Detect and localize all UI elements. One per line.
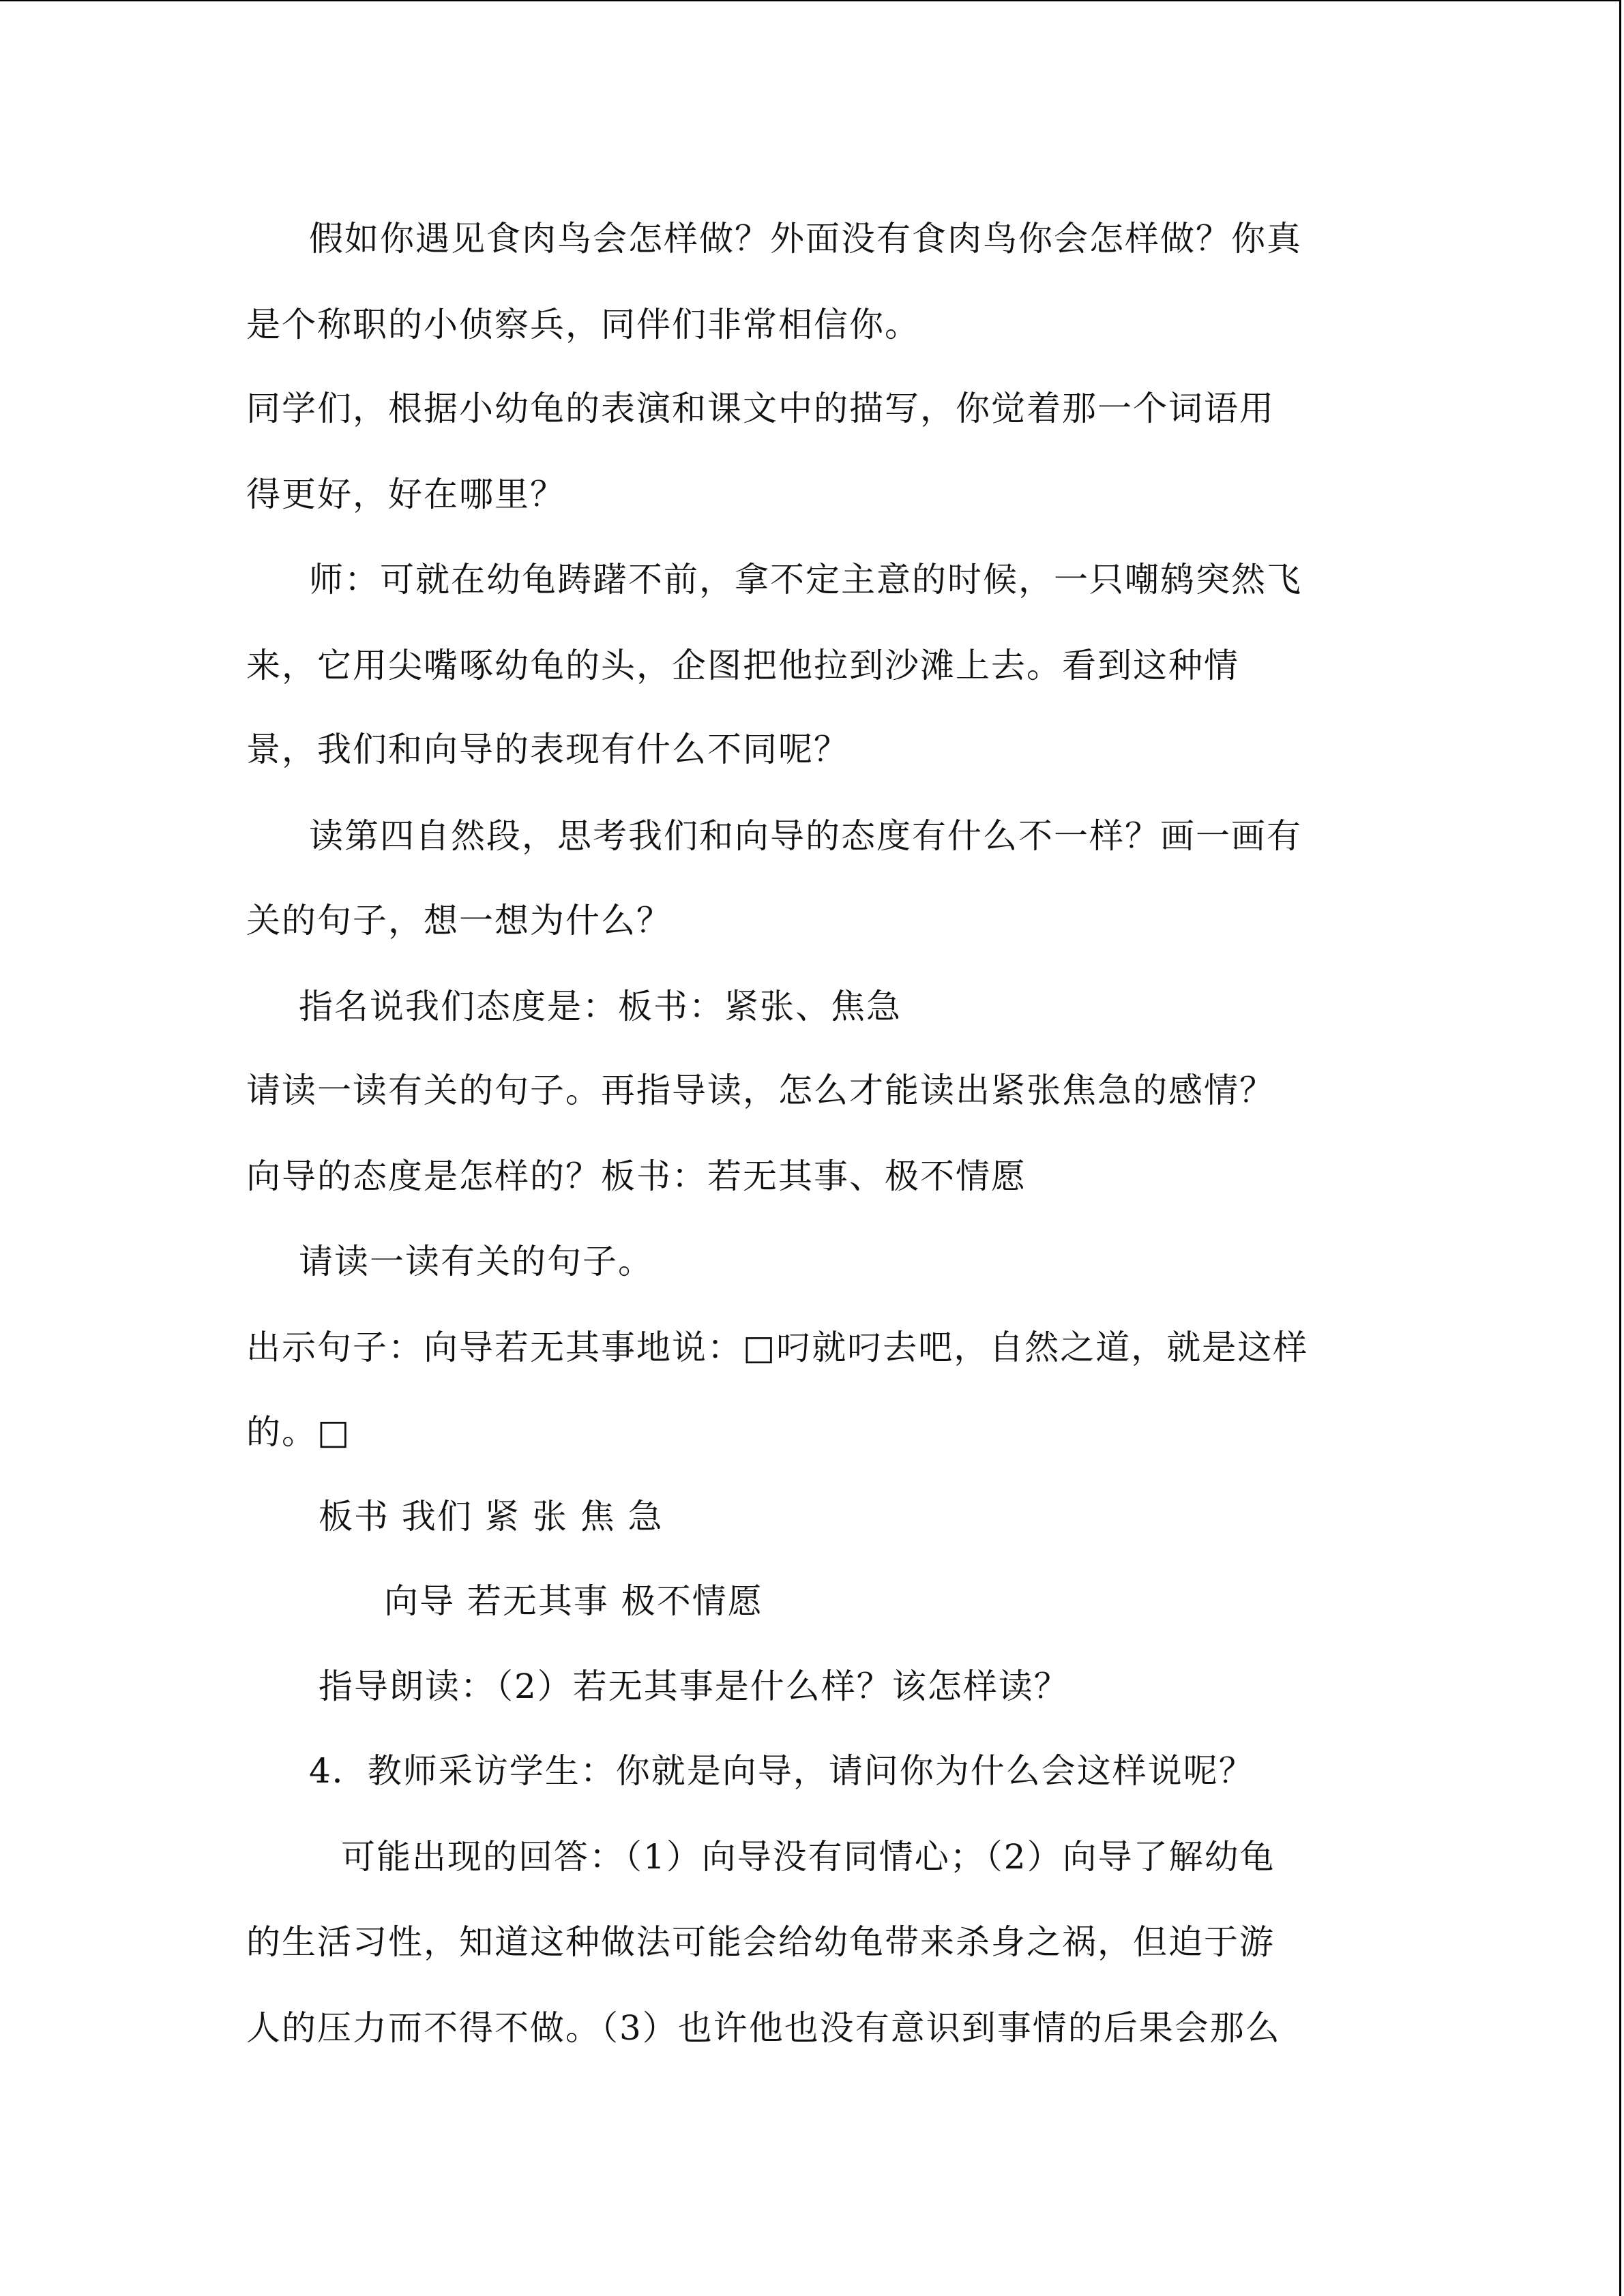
paragraph-line: 同学们，根据小幼龟的表演和课文中的描写，你觉着那一个词语用 [246, 389, 1275, 428]
paragraph-line: 请读一读有关的句子。再指导读，怎么才能读出紧张焦急的感情？ [246, 1071, 1275, 1110]
paragraph-line: 的生活习性，知道这种做法可能会给幼龟带来杀身之祸，但迫于游 [246, 1922, 1275, 1962]
paragraph-line: 来，它用尖嘴啄幼龟的头，企图把他拉到沙滩上去。看到这种情 [246, 646, 1239, 685]
paragraph-line: 请读一读有关的句子。 [299, 1242, 653, 1281]
paragraph-line: 出示句子：向导若无其事地说：□叼就叼去吧，自然之道，就是这样 [246, 1328, 1309, 1367]
paragraph-line: 4．教师采访学生：你就是向导，请问你为什么会这样说呢？ [309, 1751, 1254, 1791]
paragraph-line: 关的句子，想一想为什么？ [246, 901, 672, 940]
paragraph-line: 假如你遇见食肉鸟会怎样做？外面没有食肉鸟你会怎样做？你真 [309, 219, 1302, 258]
paragraph-line: 可能出现的回答：（1）向导没有同情心；（2）向导了解幼龟 [341, 1837, 1275, 1877]
paragraph-line: 师：可就在幼龟踌躇不前，拿不定主意的时候，一只嘲鸫突然飞 [309, 560, 1302, 599]
paragraph-line: 向导的态度是怎样的？板书：若无其事、极不情愿 [246, 1157, 1027, 1196]
paragraph-line: 指名说我们态度是：板书：紧张、焦急 [299, 987, 902, 1026]
paragraph-line: 人的压力而不得不做。（3）也许他也没有意识到事情的后果会那么 [246, 2008, 1281, 2048]
paragraph-line: 景，我们和向导的表现有什么不同呢？ [246, 730, 849, 769]
paragraph-line: 读第四自然段，思考我们和向导的态度有什么不一样？画一画有 [309, 816, 1302, 856]
board-notes-line: 板书 我们 紧 张 焦 急 [319, 1497, 664, 1536]
paragraph-line: 是个称职的小侦察兵，同伴们非常相信你。 [246, 305, 920, 344]
board-notes-line: 向导 若无其事 极不情愿 [384, 1581, 763, 1621]
paragraph-line: 得更好，好在哪里？ [246, 475, 565, 514]
paragraph-line: 指导朗读：（2）若无其事是什么样？该怎样读？ [319, 1667, 1069, 1706]
paragraph-line: 的。□ [246, 1412, 351, 1452]
